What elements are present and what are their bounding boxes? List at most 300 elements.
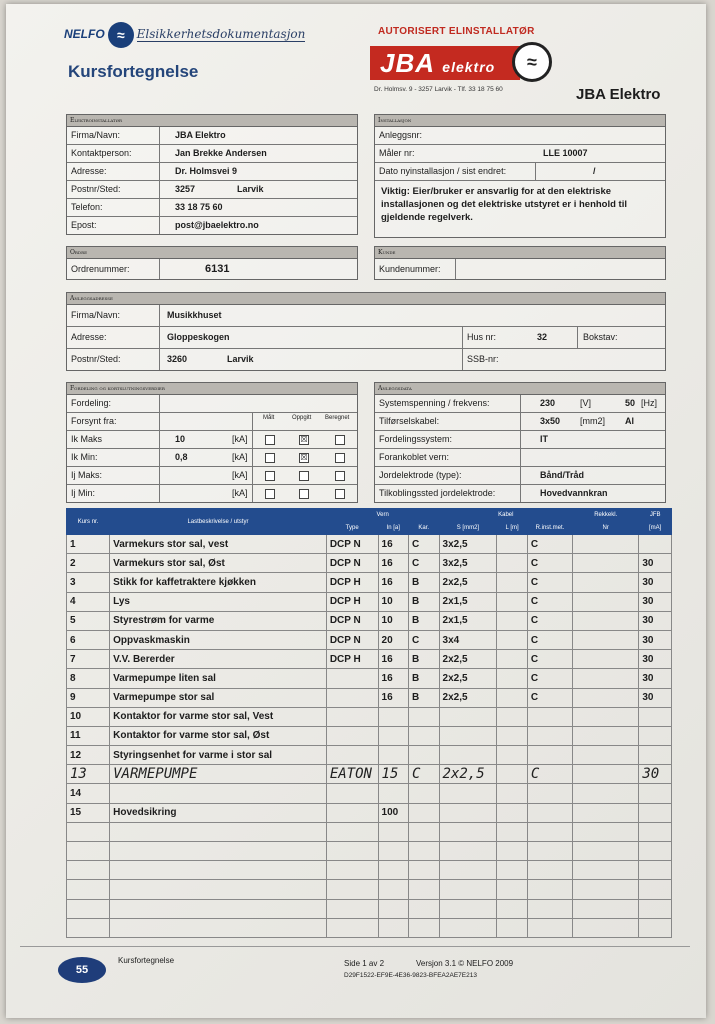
nelfo-swirl-icon: ≈ bbox=[108, 22, 134, 48]
cell-desc: Varmekurs stor sal, Øst bbox=[110, 554, 327, 573]
kunde-row bbox=[375, 259, 665, 279]
cell-nr bbox=[67, 880, 110, 899]
cell-rinst bbox=[527, 880, 572, 899]
cell-kar bbox=[409, 842, 440, 861]
cell-jfb bbox=[639, 784, 672, 803]
cell-in: 100 bbox=[378, 803, 409, 822]
maler-value: LLE 10007 bbox=[543, 148, 588, 158]
cell-rinst bbox=[527, 784, 572, 803]
cell-type: DCP N bbox=[326, 611, 378, 630]
cell-s bbox=[439, 880, 497, 899]
cell-l bbox=[497, 688, 528, 707]
jba-circle-icon: ≈ bbox=[512, 42, 552, 82]
fordeling-value-row bbox=[67, 467, 357, 485]
anlegg-postnr-value: 3260 bbox=[167, 354, 188, 364]
cell-rk bbox=[573, 592, 639, 611]
cell-l bbox=[497, 630, 528, 649]
cell-rk bbox=[573, 918, 639, 937]
anleggsadresse-header: Anleggsadresse bbox=[67, 293, 665, 305]
cell-jfb bbox=[639, 861, 672, 880]
cell-jfb bbox=[639, 746, 672, 765]
cell-desc bbox=[110, 899, 327, 918]
cell-desc: Hovedsikring bbox=[110, 803, 327, 822]
anleggsdata-row bbox=[375, 413, 665, 431]
cell-kar bbox=[409, 784, 440, 803]
cell-desc bbox=[110, 842, 327, 861]
cell-in bbox=[378, 707, 409, 726]
ordre-box bbox=[66, 246, 358, 280]
cell-desc: Kontaktor for varme stor sal, Vest bbox=[110, 707, 327, 726]
th-ma: [mA] bbox=[639, 522, 672, 535]
cell-s: 2x2,5 bbox=[439, 765, 497, 784]
cell-l bbox=[497, 918, 528, 937]
cell-nr: 2 bbox=[67, 554, 110, 573]
cell-s bbox=[439, 842, 497, 861]
elektroinstallator-header: Elektroinstallatør bbox=[67, 115, 357, 127]
ordre-row bbox=[67, 259, 357, 279]
table-header-row bbox=[67, 509, 672, 522]
cell-rinst: C bbox=[527, 573, 572, 592]
cell-rk bbox=[573, 573, 639, 592]
cell-kar bbox=[409, 803, 440, 822]
cell-desc bbox=[110, 861, 327, 880]
th-kabel: Kabel bbox=[439, 509, 573, 522]
logo-address: Dr. Holmsv. 9 - 3257 Larvik - Tlf. 33 18 75 60 bbox=[374, 86, 503, 93]
anleggsadresse-box bbox=[66, 292, 666, 371]
table-row bbox=[67, 822, 672, 841]
cell-rk bbox=[573, 688, 639, 707]
adata-unit: [mm2] bbox=[580, 416, 606, 426]
footer-badge: 55 bbox=[58, 957, 106, 983]
cell-type bbox=[326, 746, 378, 765]
cell-nr: 15 bbox=[67, 803, 110, 822]
cell-kar: B bbox=[409, 688, 440, 707]
cell-in: 16 bbox=[378, 650, 409, 669]
cell-jfb bbox=[639, 918, 672, 937]
cell-in: 10 bbox=[378, 611, 409, 630]
cell-rk bbox=[573, 746, 639, 765]
cell-kar: C bbox=[409, 554, 440, 573]
cell-in bbox=[378, 746, 409, 765]
anleggsdata-row bbox=[375, 467, 665, 485]
adata-value: IT bbox=[540, 434, 548, 444]
cell-type: DCP H bbox=[326, 650, 378, 669]
cell-l bbox=[497, 535, 528, 554]
check-beregnet[interactable] bbox=[335, 453, 345, 463]
fordeling-box bbox=[66, 382, 358, 503]
cell-nr bbox=[67, 899, 110, 918]
cell-rk bbox=[573, 650, 639, 669]
cell-rk bbox=[573, 630, 639, 649]
check-oppgitt[interactable] bbox=[299, 489, 309, 499]
adata-label: Tilførselskabel: bbox=[379, 416, 440, 426]
husnr-value: 32 bbox=[537, 332, 548, 342]
elektroinstallator-box bbox=[66, 114, 358, 235]
adata-value2: Al bbox=[625, 416, 634, 426]
elinst-row bbox=[67, 217, 357, 234]
installasjon-header: Installasjon bbox=[375, 115, 665, 127]
table-row bbox=[67, 535, 672, 554]
anlegg-firma-value: Musikkhuset bbox=[167, 310, 222, 320]
cell-jfb: 30 bbox=[639, 592, 672, 611]
table-row bbox=[67, 918, 672, 937]
table-row bbox=[67, 765, 672, 784]
cell-jfb bbox=[639, 803, 672, 822]
cell-jfb: 30 bbox=[639, 688, 672, 707]
installasjon-box bbox=[374, 114, 666, 238]
husnr-label: Hus nr: bbox=[467, 332, 497, 342]
cell-s bbox=[439, 918, 497, 937]
elinst-label: Kontaktperson: bbox=[71, 148, 132, 158]
cell-jfb: 30 bbox=[639, 573, 672, 592]
cell-nr bbox=[67, 842, 110, 861]
cell-l bbox=[497, 611, 528, 630]
cell-kar bbox=[409, 899, 440, 918]
cell-s bbox=[439, 784, 497, 803]
elinst-value: Jan Brekke Andersen bbox=[175, 148, 267, 158]
viktig-text: Viktig: Eier/bruker er ansvarlig for at den elektriske installasjonen og det elektriske utstyret er i henhold til gjeldende regelverk. bbox=[381, 186, 628, 223]
cell-rinst: C bbox=[527, 630, 572, 649]
cell-nr: 13 bbox=[67, 765, 110, 784]
check-malt[interactable] bbox=[265, 453, 275, 463]
cell-nr bbox=[67, 861, 110, 880]
cell-type bbox=[326, 803, 378, 822]
cell-l bbox=[497, 899, 528, 918]
kunde-box bbox=[374, 246, 666, 280]
dato-value: / bbox=[593, 166, 596, 176]
cell-type bbox=[326, 688, 378, 707]
elinst-row bbox=[67, 199, 357, 217]
elinst-label: Firma/Navn: bbox=[71, 130, 121, 140]
th-rekkekl: Rekkekl. bbox=[573, 509, 639, 522]
anleggsdata-row bbox=[375, 485, 665, 502]
cell-nr: 1 bbox=[67, 535, 110, 554]
ordre-value: 6131 bbox=[205, 263, 230, 275]
cell-in bbox=[378, 899, 409, 918]
th-jfb: JFB bbox=[639, 509, 672, 522]
maler-label: Måler nr: bbox=[379, 148, 415, 158]
th-vern: Vern bbox=[326, 509, 439, 522]
th-rinst: R.inst.met. bbox=[527, 522, 572, 535]
cell-kar: B bbox=[409, 650, 440, 669]
fordeling-header: Fordeling og kortslutningsverdier bbox=[67, 383, 357, 395]
forsynt-label: Forsynt fra: bbox=[71, 416, 117, 426]
cell-rk bbox=[573, 899, 639, 918]
cell-desc: Varmepumpe stor sal bbox=[110, 688, 327, 707]
th-desc: Lastbeskrivelse / utstyr bbox=[110, 509, 327, 535]
th-l: L [m] bbox=[497, 522, 528, 535]
table-row bbox=[67, 707, 672, 726]
check-beregnet[interactable] bbox=[335, 435, 345, 445]
page-title: Kursfortegnelse bbox=[68, 62, 199, 81]
cell-l bbox=[497, 707, 528, 726]
eldok-label: Elsikkerhetsdokumentasjon bbox=[136, 27, 306, 42]
cell-desc: Varmekurs stor sal, vest bbox=[110, 535, 327, 554]
check-oppgitt[interactable]: ☒ bbox=[300, 453, 308, 462]
kurs-table bbox=[66, 508, 672, 938]
cell-in: 16 bbox=[378, 573, 409, 592]
cell-in bbox=[378, 861, 409, 880]
adata-label: Jordelektrode (type): bbox=[379, 470, 462, 480]
cell-rk bbox=[573, 803, 639, 822]
cell-s bbox=[439, 822, 497, 841]
jba-logo bbox=[370, 46, 520, 80]
cell-l bbox=[497, 765, 528, 784]
table-row bbox=[67, 611, 672, 630]
cell-s bbox=[439, 726, 497, 745]
cell-l bbox=[497, 880, 528, 899]
cell-desc: Varmepumpe liten sal bbox=[110, 669, 327, 688]
cell-nr: 14 bbox=[67, 784, 110, 803]
cell-rk bbox=[573, 822, 639, 841]
cell-s: 3x2,5 bbox=[439, 554, 497, 573]
cell-kar: B bbox=[409, 669, 440, 688]
cell-rinst bbox=[527, 707, 572, 726]
check-malt[interactable] bbox=[265, 489, 275, 499]
cell-kar: B bbox=[409, 573, 440, 592]
cell-nr: 9 bbox=[67, 688, 110, 707]
elinst-value: 33 18 75 60 bbox=[175, 202, 223, 212]
cell-rinst: C bbox=[527, 611, 572, 630]
check-beregnet[interactable] bbox=[335, 471, 345, 481]
adata-value: 230 bbox=[540, 398, 556, 408]
cell-s: 3x4 bbox=[439, 630, 497, 649]
table-row bbox=[67, 630, 672, 649]
adata-label: Systemspenning / frekvens: bbox=[379, 398, 490, 408]
fordeling-value-row bbox=[67, 431, 357, 449]
table-row bbox=[67, 803, 672, 822]
cell-rk bbox=[573, 535, 639, 554]
adata-value2: 50 bbox=[625, 398, 636, 408]
cell-kar bbox=[409, 822, 440, 841]
elinst-label: Postnr/Sted: bbox=[71, 184, 121, 194]
cell-in bbox=[378, 726, 409, 745]
cell-desc: Lys bbox=[110, 592, 327, 611]
table-row bbox=[67, 842, 672, 861]
ordre-header: Ordre bbox=[67, 247, 357, 259]
elinst-value2: Larvik bbox=[237, 184, 264, 194]
anlegg-postnr-label: Postnr/Sted: bbox=[71, 354, 121, 364]
cell-s bbox=[439, 899, 497, 918]
cell-in bbox=[378, 822, 409, 841]
ford-label: Ik Min: bbox=[71, 452, 98, 462]
adata-unit2: [Hz] bbox=[641, 398, 658, 408]
cell-l bbox=[497, 861, 528, 880]
nelfo-wordmark: NELFO bbox=[64, 27, 105, 42]
cell-jfb bbox=[639, 707, 672, 726]
cell-rinst bbox=[527, 822, 572, 841]
cell-type: DCP N bbox=[326, 554, 378, 573]
anlegg-adresse-row bbox=[67, 327, 665, 349]
ssb-label: SSB-nr: bbox=[467, 354, 499, 364]
cell-rinst: C bbox=[527, 650, 572, 669]
cell-desc bbox=[110, 784, 327, 803]
cell-rinst: C bbox=[527, 592, 572, 611]
cell-nr: 3 bbox=[67, 573, 110, 592]
dato-row bbox=[375, 163, 665, 181]
document-sheet bbox=[6, 4, 706, 1018]
kunde-label: Kundenummer: bbox=[379, 264, 441, 274]
cell-s: 2x2,5 bbox=[439, 669, 497, 688]
th-kursnr: Kurs nr. bbox=[67, 509, 110, 535]
ford-value: 10 bbox=[175, 434, 186, 444]
anleggsdata-row bbox=[375, 431, 665, 449]
cell-l bbox=[497, 842, 528, 861]
table-row bbox=[67, 554, 672, 573]
nelfo-logo bbox=[64, 22, 305, 48]
th-kar: Kar. bbox=[409, 522, 440, 535]
table-row bbox=[67, 746, 672, 765]
cell-kar: C bbox=[409, 535, 440, 554]
anlegg-adresse-label: Adresse: bbox=[71, 332, 107, 342]
adata-label: Forankoblet vern: bbox=[379, 452, 450, 462]
ford-value: 0,8 bbox=[175, 452, 188, 462]
cell-in bbox=[378, 880, 409, 899]
anleggsnr-label: Anleggsnr: bbox=[379, 130, 423, 140]
jba-logo-main: JBA bbox=[380, 48, 435, 78]
check-malt[interactable] bbox=[265, 471, 275, 481]
check-oppgitt[interactable]: ☒ bbox=[300, 435, 308, 444]
anlegg-firma-row bbox=[67, 305, 665, 327]
check-oppgitt[interactable] bbox=[299, 471, 309, 481]
check-malt[interactable] bbox=[265, 435, 275, 445]
adata-value: Bånd/Tråd bbox=[540, 470, 585, 480]
check-beregnet[interactable] bbox=[335, 489, 345, 499]
cell-kar: C bbox=[409, 765, 440, 784]
cell-nr: 12 bbox=[67, 746, 110, 765]
cell-type bbox=[326, 918, 378, 937]
cell-type bbox=[326, 669, 378, 688]
anlegg-postnr-row bbox=[67, 349, 665, 370]
elinst-row bbox=[67, 145, 357, 163]
ford-label: Ik Maks bbox=[71, 434, 103, 444]
cell-type: DCP H bbox=[326, 592, 378, 611]
ordre-label: Ordrenummer: bbox=[71, 264, 130, 274]
col-oppgitt: Oppgitt bbox=[292, 415, 312, 421]
footer-code: D29F1522-EF9E-4E36-9823-BFEA2AE7E213 bbox=[344, 972, 477, 979]
cell-rk bbox=[573, 861, 639, 880]
adata-unit: [V] bbox=[580, 398, 592, 408]
cell-rk bbox=[573, 880, 639, 899]
cell-s: 3x2,5 bbox=[439, 535, 497, 554]
ford-unit: [kA] bbox=[232, 488, 248, 498]
cell-desc: Oppvaskmaskin bbox=[110, 630, 327, 649]
cell-type: DCP N bbox=[326, 535, 378, 554]
cell-kar bbox=[409, 880, 440, 899]
cell-type bbox=[326, 784, 378, 803]
cell-kar bbox=[409, 746, 440, 765]
elinst-value: 3257 bbox=[175, 184, 196, 194]
cell-rk bbox=[573, 726, 639, 745]
kunde-header: Kunde bbox=[375, 247, 665, 259]
elinst-label: Adresse: bbox=[71, 166, 107, 176]
cell-kar bbox=[409, 918, 440, 937]
table-row bbox=[67, 650, 672, 669]
maler-row bbox=[375, 145, 665, 163]
footer-label: Kursfortegnelse bbox=[118, 956, 175, 965]
cell-nr bbox=[67, 822, 110, 841]
cell-s bbox=[439, 707, 497, 726]
jba-logo-sub: elektro bbox=[442, 59, 496, 75]
fordeling-row bbox=[67, 395, 357, 413]
col-beregnet: Beregnet bbox=[325, 415, 350, 421]
table-row bbox=[67, 880, 672, 899]
cell-type bbox=[326, 861, 378, 880]
cell-in: 16 bbox=[378, 688, 409, 707]
cell-rinst bbox=[527, 842, 572, 861]
cell-s bbox=[439, 803, 497, 822]
cell-nr: 10 bbox=[67, 707, 110, 726]
cell-in: 16 bbox=[378, 669, 409, 688]
anlegg-adresse-value: Gloppeskogen bbox=[167, 332, 230, 342]
cell-type bbox=[326, 822, 378, 841]
cell-jfb bbox=[639, 880, 672, 899]
table-row bbox=[67, 899, 672, 918]
cell-kar bbox=[409, 726, 440, 745]
cell-kar: B bbox=[409, 592, 440, 611]
cell-l bbox=[497, 650, 528, 669]
cell-rinst bbox=[527, 861, 572, 880]
cell-l bbox=[497, 803, 528, 822]
cell-rk bbox=[573, 784, 639, 803]
cell-rinst bbox=[527, 918, 572, 937]
cell-jfb: 30 bbox=[639, 554, 672, 573]
anleggsdata-header: Anleggsdata bbox=[375, 383, 665, 395]
cell-desc bbox=[110, 880, 327, 899]
cell-jfb: 30 bbox=[639, 669, 672, 688]
table-row bbox=[67, 573, 672, 592]
th-nr: Nr bbox=[573, 522, 639, 535]
table-row bbox=[67, 688, 672, 707]
cell-in: 16 bbox=[378, 554, 409, 573]
cell-in bbox=[378, 918, 409, 937]
cell-s: 2x2,5 bbox=[439, 650, 497, 669]
cell-in bbox=[378, 842, 409, 861]
ford-unit: [kA] bbox=[232, 470, 248, 480]
cell-nr: 7 bbox=[67, 650, 110, 669]
cell-in: 15 bbox=[378, 765, 409, 784]
cell-nr bbox=[67, 918, 110, 937]
adata-value: Hovedvannkran bbox=[540, 488, 608, 498]
cell-rk bbox=[573, 669, 639, 688]
cell-rk bbox=[573, 765, 639, 784]
cell-in bbox=[378, 784, 409, 803]
bokstav-label: Bokstav: bbox=[583, 332, 618, 342]
cell-l bbox=[497, 784, 528, 803]
cell-jfb bbox=[639, 822, 672, 841]
cell-rk bbox=[573, 611, 639, 630]
footer-version: Versjon 3.1 © NELFO 2009 bbox=[416, 959, 514, 968]
cell-l bbox=[497, 746, 528, 765]
cell-l bbox=[497, 573, 528, 592]
cell-kar bbox=[409, 861, 440, 880]
elinst-row bbox=[67, 163, 357, 181]
cell-rinst: C bbox=[527, 688, 572, 707]
cell-in: 16 bbox=[378, 535, 409, 554]
anleggsnr-row bbox=[375, 127, 665, 145]
ford-label: Ij Maks: bbox=[71, 470, 103, 480]
cell-nr: 6 bbox=[67, 630, 110, 649]
cell-l bbox=[497, 554, 528, 573]
cell-s: 2x2,5 bbox=[439, 573, 497, 592]
th-type: Type bbox=[326, 522, 378, 535]
fordeling-label: Fordeling: bbox=[71, 398, 112, 408]
cell-rinst: C bbox=[527, 765, 572, 784]
cell-desc: Styrestrøm for varme bbox=[110, 611, 327, 630]
adata-label: Fordelingssystem: bbox=[379, 434, 453, 444]
anleggsdata-box bbox=[374, 382, 666, 503]
cell-type bbox=[326, 726, 378, 745]
